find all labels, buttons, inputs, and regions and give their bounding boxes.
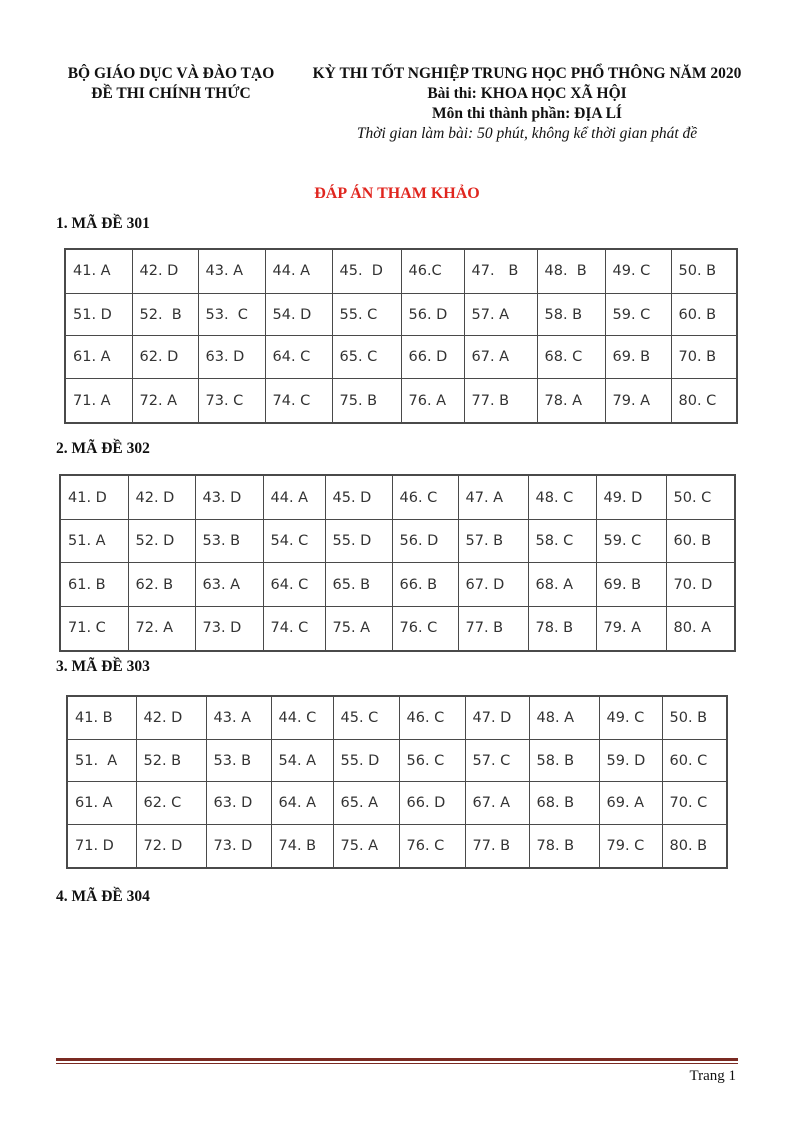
answer-cell: 49. C <box>599 696 662 740</box>
answer-cell: 53. B <box>195 520 263 563</box>
answer-cell: 78. B <box>529 824 599 868</box>
answer-cell: 73. D <box>206 824 271 868</box>
answer-cell: 56. C <box>399 740 465 782</box>
table-row <box>67 782 727 824</box>
answer-cell: 69. B <box>596 563 666 606</box>
answer-cell: 51. D <box>65 293 132 336</box>
answer-cell: 78. B <box>528 606 596 651</box>
answer-cell: 60. C <box>662 740 727 782</box>
section-title-303: 3. MÃ ĐỀ 303 <box>56 658 150 675</box>
answer-cell: 80. B <box>662 824 727 868</box>
answer-cell: 53. C <box>198 293 265 336</box>
answer-cell: 49. D <box>596 475 666 520</box>
answer-cell: 70. C <box>662 782 727 824</box>
exam-name: KỲ THI TỐT NGHIỆP TRUNG HỌC PHỔ THÔNG NĂM 2020 <box>312 65 742 82</box>
answer-cell: 52. B <box>136 740 206 782</box>
ministry-name: BỘ GIÁO DỤC VÀ ĐÀO TẠO <box>67 65 275 82</box>
answer-cell: 79. C <box>599 824 662 868</box>
footer-rule <box>56 1058 738 1061</box>
answer-cell: 66. D <box>401 336 464 379</box>
answer-cell: 80. A <box>666 606 735 651</box>
answer-table-301 <box>64 248 738 424</box>
answer-cell: 72. A <box>132 379 198 423</box>
section-title-304: 4. MÃ ĐỀ 304 <box>56 888 150 905</box>
answer-cell: 58. B <box>537 293 605 336</box>
answer-cell: 78. A <box>537 379 605 423</box>
answer-cell: 62. B <box>128 563 195 606</box>
answer-cell: 71. C <box>60 606 128 651</box>
answer-cell: 79. A <box>596 606 666 651</box>
answer-cell: 76. A <box>401 379 464 423</box>
answer-cell: 73. C <box>198 379 265 423</box>
answer-table-302 <box>59 474 736 652</box>
answer-cell: 55. D <box>333 740 399 782</box>
section-title-301: 1. MÃ ĐỀ 301 <box>56 215 150 232</box>
answer-cell: 60. B <box>666 520 735 563</box>
answer-cell: 48. A <box>529 696 599 740</box>
answer-cell: 68. A <box>528 563 596 606</box>
answer-cell: 57. A <box>464 293 537 336</box>
answer-cell: 75. A <box>333 824 399 868</box>
answer-cell: 58. C <box>528 520 596 563</box>
answer-cell: 65. C <box>332 336 401 379</box>
table-row <box>67 824 727 868</box>
exam-subject: Môn thi thành phần: ĐỊA LÍ <box>432 105 622 122</box>
answer-cell: 47. D <box>465 696 529 740</box>
answer-cell: 65. A <box>333 782 399 824</box>
answer-cell: 69. B <box>605 336 671 379</box>
answer-table-303 <box>66 695 728 869</box>
answer-cell: 66. D <box>399 782 465 824</box>
answer-cell: 52. B <box>132 293 198 336</box>
answer-cell: 80. C <box>671 379 737 423</box>
table-row <box>65 379 737 423</box>
answer-cell: 67. A <box>465 782 529 824</box>
exam-duration: Thời gian làm bài: 50 phút, không kể thời gian phát đề <box>356 125 698 142</box>
answer-cell: 59. D <box>599 740 662 782</box>
answer-cell: 71. A <box>65 379 132 423</box>
answer-cell: 72. D <box>136 824 206 868</box>
answer-cell: 44. A <box>265 249 332 293</box>
answer-cell: 76. C <box>392 606 458 651</box>
answer-cell: 55. C <box>332 293 401 336</box>
answer-cell: 41. B <box>67 696 136 740</box>
answer-cell: 63. A <box>195 563 263 606</box>
answer-cell: 57. C <box>465 740 529 782</box>
footer-rule-thin <box>56 1063 738 1064</box>
answer-cell: 46. C <box>392 475 458 520</box>
exam-paper: Bài thi: KHOA HỌC XÃ HỘI <box>427 85 627 102</box>
answer-cell: 47. B <box>464 249 537 293</box>
answer-cell: 45. C <box>333 696 399 740</box>
answer-cell: 68. C <box>537 336 605 379</box>
answer-cell: 74. C <box>265 379 332 423</box>
answer-cell: 54. D <box>265 293 332 336</box>
answer-cell: 51. A <box>67 740 136 782</box>
table-row <box>67 740 727 782</box>
answer-cell: 47. A <box>458 475 528 520</box>
answer-cell: 44. A <box>263 475 325 520</box>
answer-cell: 41. D <box>60 475 128 520</box>
answer-cell: 77. B <box>458 606 528 651</box>
answer-cell: 79. A <box>605 379 671 423</box>
answer-cell: 44. C <box>271 696 333 740</box>
answer-cell: 74. B <box>271 824 333 868</box>
answer-cell: 54. C <box>263 520 325 563</box>
answer-cell: 58. B <box>529 740 599 782</box>
answer-cell: 60. B <box>671 293 737 336</box>
answer-cell: 61. A <box>67 782 136 824</box>
answer-cell: 56. D <box>392 520 458 563</box>
answer-cell: 59. C <box>596 520 666 563</box>
answer-cell: 42. D <box>132 249 198 293</box>
ministry-header <box>62 64 280 104</box>
answer-cell: 61. A <box>65 336 132 379</box>
answer-cell: 46. C <box>399 696 465 740</box>
answer-cell: 51. A <box>60 520 128 563</box>
answer-cell: 55. D <box>325 520 392 563</box>
answer-cell: 67. D <box>458 563 528 606</box>
answer-cell: 66. B <box>392 563 458 606</box>
table-row <box>60 563 735 606</box>
table-row <box>60 475 735 520</box>
table-row <box>65 249 737 293</box>
answer-cell: 41. A <box>65 249 132 293</box>
answer-cell: 62. C <box>136 782 206 824</box>
answer-cell: 75. A <box>325 606 392 651</box>
answer-cell: 57. B <box>458 520 528 563</box>
official-exam-label: ĐỀ THI CHÍNH THỨC <box>91 85 251 102</box>
answer-cell: 77. B <box>464 379 537 423</box>
answer-cell: 46.C <box>401 249 464 293</box>
answer-cell: 48. C <box>528 475 596 520</box>
answer-cell: 63. D <box>206 782 271 824</box>
answer-cell: 53. B <box>206 740 271 782</box>
answer-cell: 75. B <box>332 379 401 423</box>
section-title-302: 2. MÃ ĐỀ 302 <box>56 440 150 457</box>
answer-cell: 54. A <box>271 740 333 782</box>
answer-cell: 52. D <box>128 520 195 563</box>
answer-cell: 43. D <box>195 475 263 520</box>
answer-cell: 61. B <box>60 563 128 606</box>
answer-cell: 64. A <box>271 782 333 824</box>
answer-cell: 42. D <box>128 475 195 520</box>
answer-cell: 64. C <box>263 563 325 606</box>
answer-cell: 63. D <box>198 336 265 379</box>
answer-cell: 48. B <box>537 249 605 293</box>
answer-cell: 50. B <box>662 696 727 740</box>
answer-cell: 50. B <box>671 249 737 293</box>
answer-cell: 73. D <box>195 606 263 651</box>
answer-cell: 69. A <box>599 782 662 824</box>
answer-cell: 62. D <box>132 336 198 379</box>
answer-cell: 76. C <box>399 824 465 868</box>
answer-cell: 70. D <box>666 563 735 606</box>
answer-cell: 72. A <box>128 606 195 651</box>
answer-cell: 65. B <box>325 563 392 606</box>
answer-cell: 45. D <box>332 249 401 293</box>
answer-cell: 67. A <box>464 336 537 379</box>
answer-cell: 59. C <box>605 293 671 336</box>
answer-cell: 68. B <box>529 782 599 824</box>
answer-cell: 70. B <box>671 336 737 379</box>
answer-cell: 56. D <box>401 293 464 336</box>
answer-cell: 77. B <box>465 824 529 868</box>
exam-header <box>292 64 762 144</box>
table-row <box>60 606 735 651</box>
table-row <box>60 520 735 563</box>
table-row <box>65 336 737 379</box>
answer-cell: 43. A <box>206 696 271 740</box>
answer-cell: 42. D <box>136 696 206 740</box>
answer-cell: 71. D <box>67 824 136 868</box>
page-number: Trang 1 <box>689 1068 736 1084</box>
answer-cell: 45. D <box>325 475 392 520</box>
answer-cell: 74. C <box>263 606 325 651</box>
answer-key-title: ĐÁP ÁN THAM KHẢO <box>314 185 480 202</box>
table-row <box>65 293 737 336</box>
table-row <box>67 696 727 740</box>
answer-cell: 50. C <box>666 475 735 520</box>
answer-cell: 49. C <box>605 249 671 293</box>
answer-cell: 64. C <box>265 336 332 379</box>
answer-cell: 43. A <box>198 249 265 293</box>
